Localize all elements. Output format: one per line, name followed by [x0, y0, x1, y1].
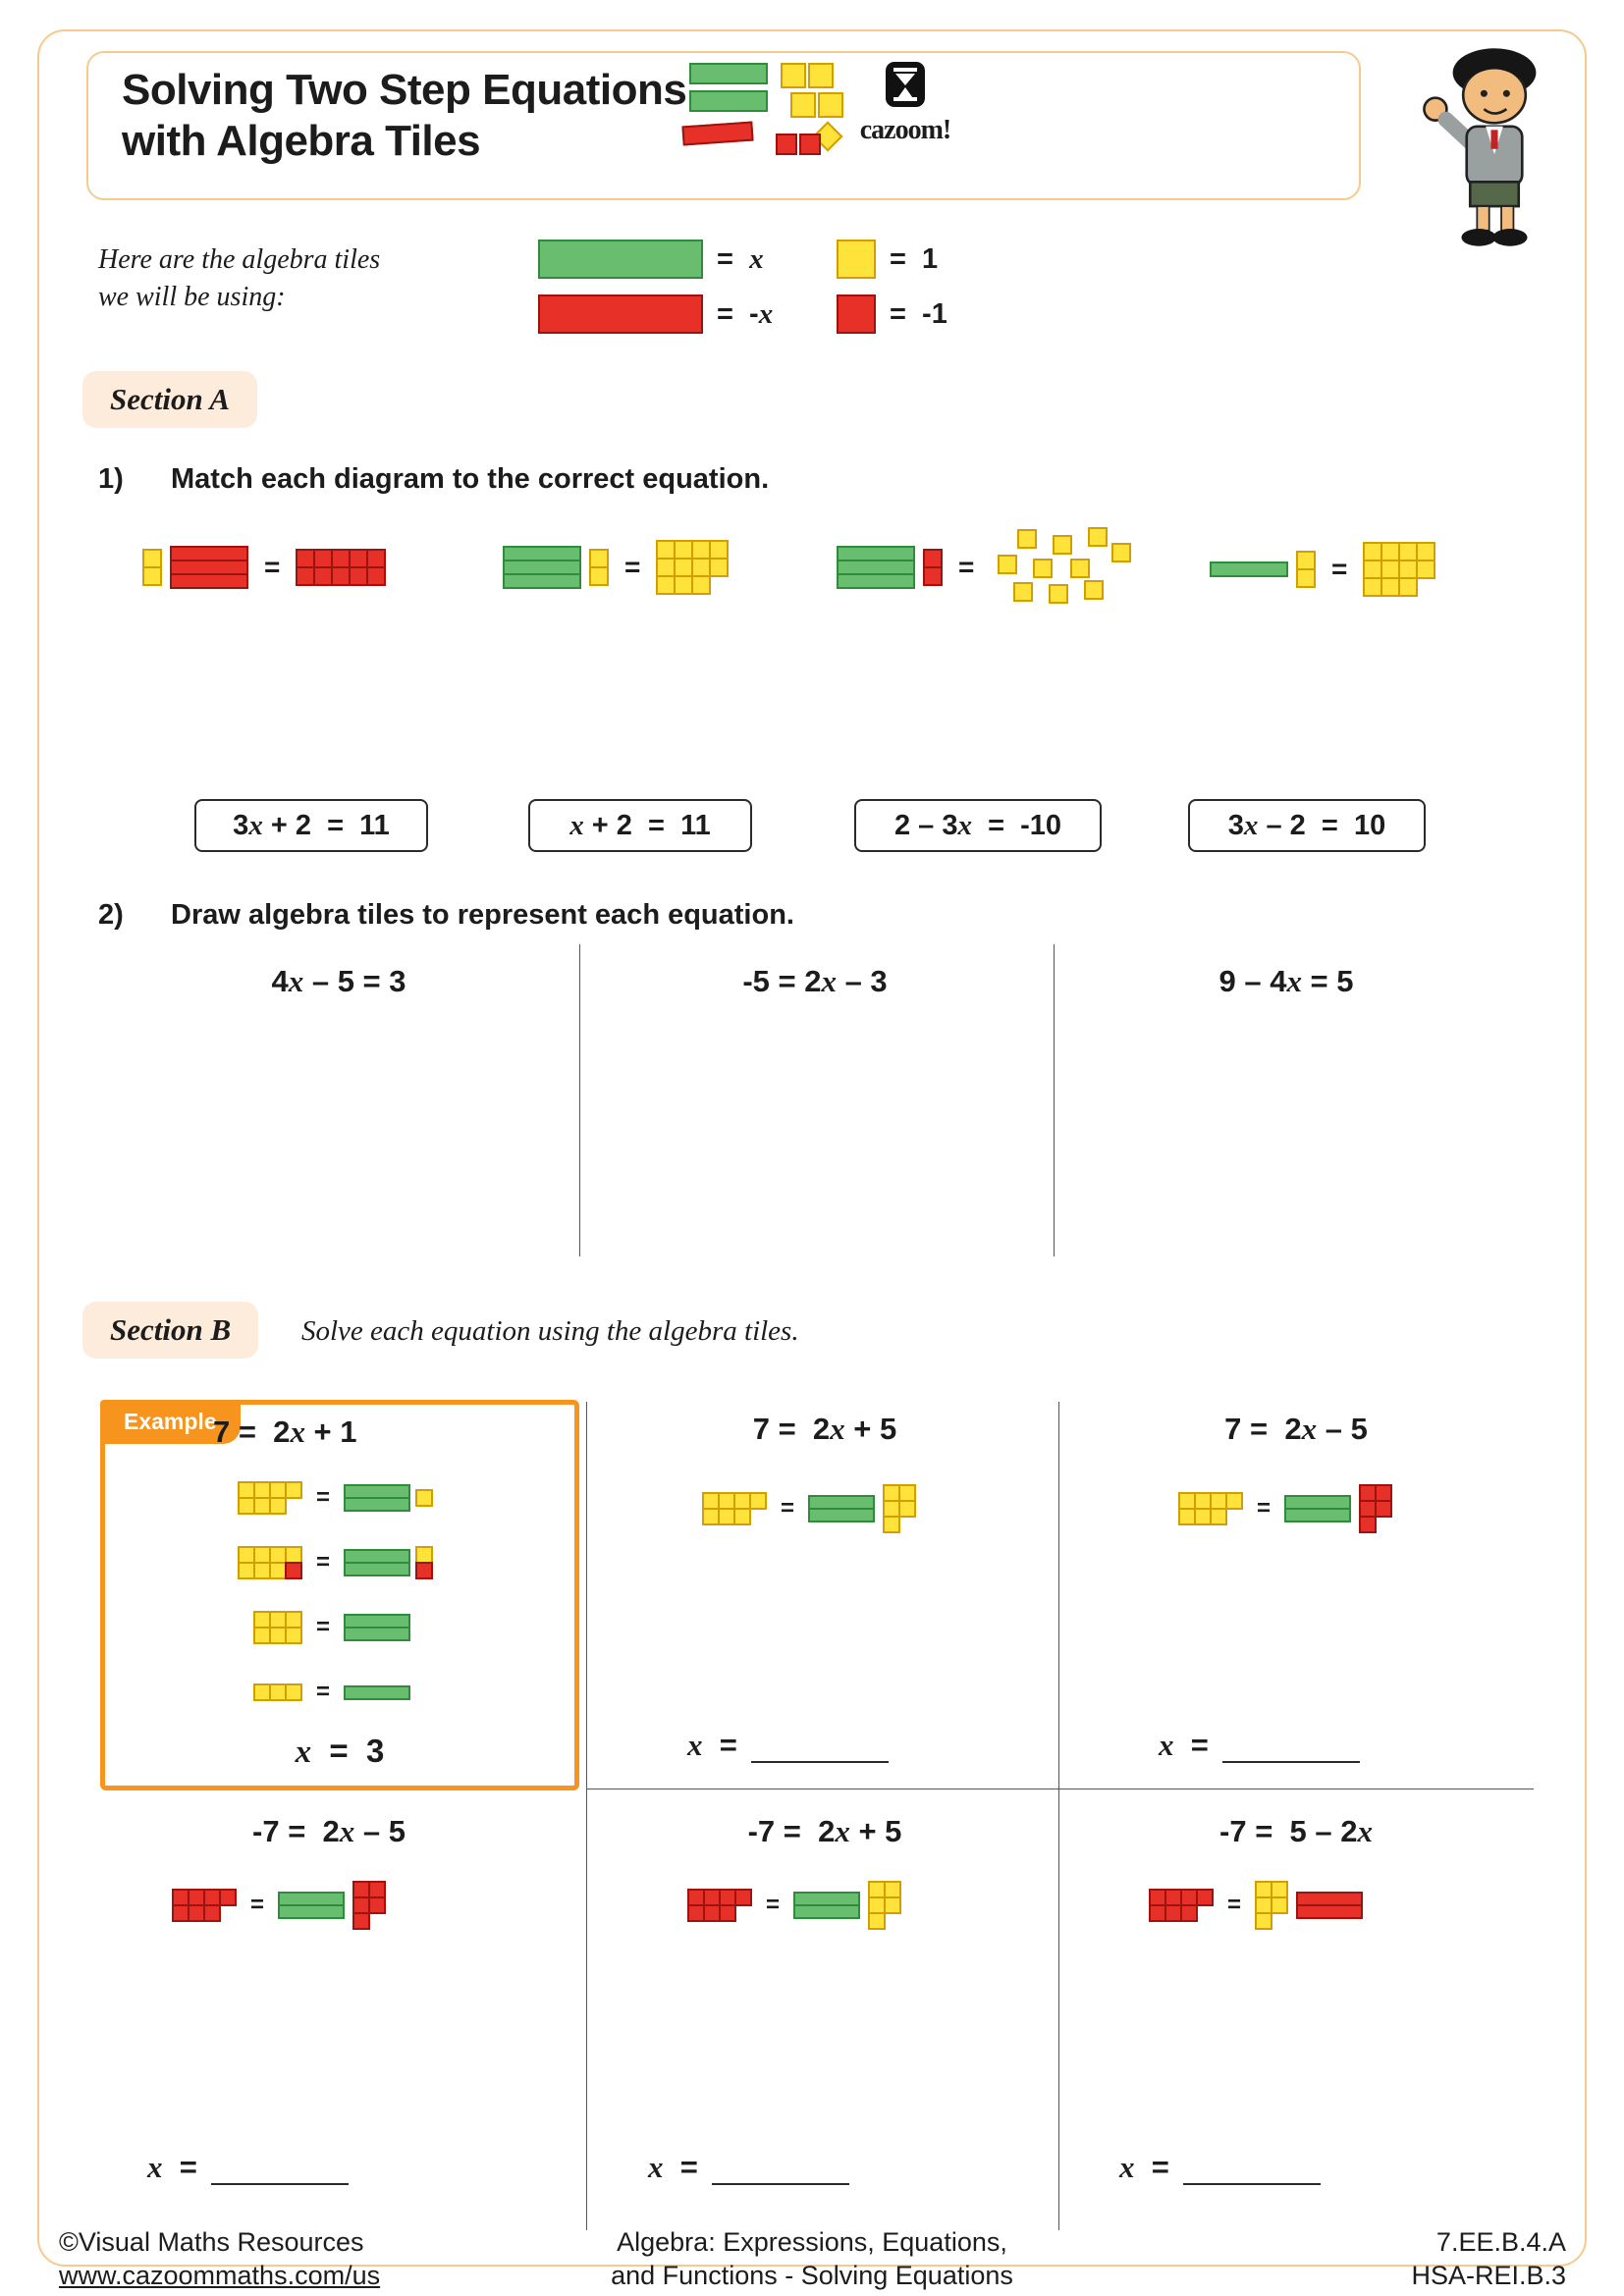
algebra-tile-diagram: [344, 1484, 433, 1512]
yellow-unit-tile: [656, 540, 676, 560]
equation-text: 3x + 2 = 11: [233, 809, 390, 841]
red-unit-tile: [1196, 1889, 1214, 1906]
draw-equation-1: 4x – 5 = 3: [271, 964, 406, 998]
yellow-unit-tile: [1416, 560, 1435, 579]
equals-sign: =: [1331, 554, 1348, 584]
example-equation: 7 = 2x + 1: [213, 1415, 357, 1449]
yellow-unit-tile: [415, 1489, 433, 1507]
header: [86, 51, 1361, 200]
key-yellow-square-tile: [837, 240, 876, 279]
yellow-unit-tile: [1017, 529, 1037, 549]
tile-square-grid: [1178, 1492, 1243, 1525]
draw-equation-3: 9 – 4x = 5: [1218, 964, 1354, 998]
tile-square-grid: [1363, 542, 1435, 597]
answer-label: x =: [147, 2150, 197, 2184]
key-red-bar-tile: [538, 294, 703, 334]
problem-equation: -7 = 2x – 5: [252, 1814, 406, 1848]
answer-line: [1159, 1728, 1360, 1763]
equals-sign: =: [316, 1679, 331, 1705]
tile-square-grid: [296, 549, 386, 586]
yellow-unit-tile: [1271, 1896, 1288, 1914]
yellow-unit-tile: [709, 540, 729, 560]
decor-green-bar-icon: [689, 63, 768, 84]
green-bar-tile: [793, 1904, 860, 1919]
tile-bar-stack: [1296, 1892, 1363, 1919]
yellow-unit-tile: [1380, 577, 1400, 597]
mascot-boy: [1406, 43, 1583, 251]
equals-sign: =: [766, 1892, 781, 1918]
tile-scatter: [990, 527, 1137, 608]
tile-bar-stack: [344, 1685, 410, 1700]
tile-bar-stack: [503, 546, 581, 589]
key-intro-line2: we will be using:: [98, 281, 286, 312]
yellow-unit-tile: [656, 575, 676, 595]
algebra-tile-diagram: [180, 1481, 302, 1515]
yellow-unit-tile: [1255, 1912, 1272, 1930]
yellow-unit-tile: [749, 1492, 767, 1510]
tile-square-grid: [172, 1889, 237, 1922]
yellow-unit-tile: [285, 1481, 302, 1499]
yellow-unit-tile: [1070, 559, 1090, 578]
red-unit-tile: [923, 566, 943, 586]
answer-blank: [1222, 1730, 1360, 1763]
equals-sign: =: [958, 552, 975, 582]
yellow-unit-tile: [1053, 535, 1072, 555]
draw-equation-2: -5 = 2x – 3: [742, 964, 888, 998]
answer-line: [147, 2150, 349, 2185]
red-unit-tile: [366, 566, 386, 586]
tile-bar-stack: [1210, 561, 1288, 577]
red-unit-tile: [349, 566, 368, 586]
yellow-unit-tile: [674, 575, 693, 595]
yellow-unit-tile: [589, 549, 609, 568]
red-unit-tile: [368, 1896, 386, 1914]
column-divider: [1058, 1402, 1059, 2230]
yellow-unit-tile: [709, 558, 729, 577]
footer-standard-1: 7.EE.B.4.A: [1435, 2227, 1566, 2257]
equation-box-2: [528, 799, 752, 852]
yellow-unit-tile: [674, 558, 693, 577]
tile-bar-stack: [278, 1892, 345, 1919]
equals-sign: =: [250, 1892, 265, 1918]
section-b-label: Section B: [82, 1302, 258, 1359]
footer-standard-2: HSA-REI.B.3: [1411, 2260, 1566, 2290]
tile-bar-stack: [344, 1549, 410, 1576]
key-red-square-label: = -1: [890, 298, 947, 330]
yellow-unit-tile: [1111, 543, 1131, 562]
red-unit-tile: [1359, 1516, 1377, 1533]
match-diagram-4: [1210, 542, 1435, 597]
footer-url-link[interactable]: www.cazoommaths.com/us: [59, 2260, 381, 2290]
problem-equation: 7 = 2x + 5: [752, 1412, 897, 1446]
red-unit-tile: [313, 566, 333, 586]
yellow-unit-tile: [1013, 582, 1033, 602]
example-step: [180, 1466, 433, 1530]
column-divider: [1054, 944, 1055, 1256]
page-border: [37, 29, 1587, 2267]
tile-bar-stack: [837, 546, 915, 589]
tile-square-grid: [883, 1484, 916, 1533]
equals-sign: =: [316, 1549, 331, 1575]
example-step: [180, 1530, 433, 1595]
yellow-unit-tile: [142, 549, 162, 568]
yellow-unit-tile: [1398, 542, 1418, 561]
match-diagram-3: [837, 527, 1137, 608]
key-red-square-tile: [837, 294, 876, 334]
red-unit-tile: [1375, 1500, 1392, 1518]
yellow-unit-tile: [674, 540, 693, 560]
tile-square-grid: [238, 1546, 302, 1579]
tile-bar-stack: [344, 1484, 410, 1512]
answer-blank: [1183, 2152, 1321, 2185]
footer-left: [59, 2226, 380, 2293]
yellow-unit-tile: [691, 558, 711, 577]
problem-equation: -7 = 2x + 5: [747, 1814, 902, 1848]
decor-green-bar-icon: [689, 90, 768, 112]
decor-yellow-square-icon: [781, 63, 806, 88]
tile-square-grid: [656, 540, 729, 595]
equals-sign: =: [624, 552, 641, 582]
cazoom-logo-text: cazoom!: [859, 115, 951, 145]
answer-blank: [751, 1730, 889, 1763]
tile-square-grid: [1255, 1881, 1288, 1930]
answer-label: x =: [648, 2150, 698, 2184]
red-unit-tile: [1180, 1904, 1198, 1922]
red-unit-tile: [331, 566, 351, 586]
green-bar-tile: [344, 1562, 410, 1576]
equation-box-3: [854, 799, 1102, 852]
yellow-unit-tile: [1363, 560, 1382, 579]
decor-yellow-square-icon: [818, 92, 843, 118]
yellow-unit-tile: [733, 1508, 751, 1525]
green-bar-tile: [837, 573, 915, 589]
algebra-tile-diagram: [172, 1881, 386, 1930]
green-bar-tile: [278, 1904, 345, 1919]
yellow-unit-tile: [589, 566, 609, 586]
yellow-unit-tile: [691, 540, 711, 560]
green-bar-tile: [1210, 561, 1288, 577]
footer-right: [1267, 2226, 1566, 2293]
page-title: [122, 65, 686, 167]
yellow-unit-tile: [1363, 542, 1382, 561]
example-answer: x = 3: [295, 1733, 385, 1770]
key-yellow-label: = 1: [890, 243, 939, 275]
footer-subject-line2: and Functions - Solving Equations: [611, 2260, 1013, 2290]
answer-label: x =: [1159, 1728, 1209, 1762]
yellow-unit-tile: [1088, 527, 1108, 547]
question-1-number: 1): [98, 463, 124, 495]
algebra-tile-diagram: [344, 1546, 433, 1579]
decor-red-bar-icon: [681, 122, 753, 146]
algebra-tile-diagram: [344, 1685, 410, 1700]
equals-sign: =: [781, 1495, 795, 1522]
yellow-unit-tile: [1398, 577, 1418, 597]
answer-label: x =: [687, 1728, 737, 1762]
equation-text: x + 2 = 11: [569, 809, 711, 841]
algebra-tile-diagram: [180, 1611, 302, 1644]
yellow-unit-tile: [656, 558, 676, 577]
equation-box-4: [1188, 799, 1426, 852]
equals-sign: =: [316, 1614, 331, 1640]
example-box: [100, 1400, 579, 1790]
tile-bar-stack: [793, 1892, 860, 1919]
equals-sign: =: [1257, 1495, 1272, 1522]
key-intro-line1: Here are the algebra tiles: [98, 244, 381, 275]
tile-square-grid: [415, 1489, 433, 1507]
green-bar-tile: [344, 1685, 410, 1700]
tile-square-grid: [253, 1611, 302, 1644]
algebra-tile-diagram: [180, 1683, 302, 1701]
tile-square-grid: [238, 1481, 302, 1515]
red-unit-tile: [349, 549, 368, 568]
tile-bar-stack: [170, 546, 248, 589]
tile-square-grid: [702, 1492, 767, 1525]
equation-box-1: [194, 799, 428, 852]
equals-sign: =: [264, 552, 281, 582]
tile-square-grid: [1359, 1484, 1392, 1533]
problem-equation: 7 = 2x – 5: [1224, 1412, 1368, 1446]
key-green-label: = x: [717, 243, 764, 275]
yellow-unit-tile: [142, 566, 162, 586]
red-unit-tile: [331, 549, 351, 568]
red-unit-tile: [734, 1889, 752, 1906]
page-title-line1: Solving Two Step Equations: [122, 66, 687, 114]
decor-red-square-icon: [799, 133, 821, 155]
algebra-tile-diagram: [1178, 1484, 1392, 1533]
yellow-unit-tile: [285, 1683, 302, 1701]
red-unit-tile: [296, 566, 315, 586]
footer-copyright: ©Visual Maths Resources: [59, 2227, 364, 2257]
example-tab: Example: [100, 1400, 241, 1444]
yellow-unit-tile: [1398, 560, 1418, 579]
section-a-label: Section A: [82, 371, 257, 428]
red-unit-tile: [285, 1562, 302, 1579]
example-step: [180, 1660, 433, 1725]
yellow-unit-tile: [691, 575, 711, 595]
yellow-unit-tile: [1416, 542, 1435, 561]
green-bar-tile: [503, 573, 581, 589]
match-diagram-2: [503, 540, 729, 595]
cazoom-logo-icon: [885, 61, 926, 108]
tile-square-grid: [415, 1546, 433, 1579]
red-bar-tile: [170, 573, 248, 589]
problem-equation: -7 = 5 – 2x: [1219, 1814, 1373, 1848]
decor-yellow-square-icon: [808, 63, 834, 88]
yellow-unit-tile: [1210, 1508, 1227, 1525]
question-2-number: 2): [98, 899, 124, 931]
green-bar-tile: [344, 1497, 410, 1512]
algebra-tile-diagram: [1149, 1881, 1363, 1930]
tile-square-grid: [687, 1889, 752, 1922]
answer-line: [1119, 2150, 1321, 2185]
match-diagram-1: [142, 546, 386, 589]
red-unit-tile: [296, 549, 315, 568]
question-1-prompt: Match each diagram to the correct equation.: [171, 463, 770, 495]
answer-label: x =: [1119, 2150, 1169, 2184]
yellow-unit-tile: [1380, 542, 1400, 561]
example-step: [180, 1595, 433, 1660]
section-b-prompt: Solve each equation using the algebra tiles.: [301, 1315, 799, 1347]
equation-text: 3x – 2 = 10: [1227, 809, 1386, 841]
red-unit-tile: [366, 549, 386, 568]
column-divider: [579, 944, 580, 1256]
decor-red-square-icon: [776, 133, 797, 155]
red-unit-tile: [352, 1912, 370, 1930]
red-unit-tile: [203, 1904, 221, 1922]
yellow-unit-tile: [269, 1497, 287, 1515]
red-unit-tile: [313, 549, 333, 568]
answer-blank: [712, 2152, 849, 2185]
tile-bar-stack: [808, 1495, 875, 1522]
footer-center: [488, 2226, 1136, 2293]
cazoom-logo: [846, 61, 964, 146]
red-unit-tile: [415, 1562, 433, 1579]
tile-square-grid: [589, 549, 609, 586]
yellow-unit-tile: [285, 1627, 302, 1644]
key-intro-text: [98, 241, 380, 316]
tile-square-grid: [923, 549, 943, 586]
answer-line: [648, 2150, 849, 2185]
column-divider: [586, 1402, 587, 2230]
yellow-unit-tile: [883, 1516, 900, 1533]
algebra-tile-diagram: [687, 1881, 901, 1930]
page-title-line2: with Algebra Tiles: [122, 116, 481, 165]
green-bar-tile: [808, 1508, 875, 1522]
tile-bar-stack: [1284, 1495, 1351, 1522]
algebra-tile-diagram: [344, 1614, 410, 1641]
equation-text: 2 – 3x = -10: [893, 809, 1062, 841]
yellow-unit-tile: [1296, 551, 1316, 570]
yellow-unit-tile: [1033, 559, 1053, 578]
algebra-tile-diagram: [180, 1546, 302, 1579]
yellow-unit-tile: [1049, 584, 1068, 604]
tile-square-grid: [1149, 1889, 1214, 1922]
red-unit-tile: [719, 1904, 736, 1922]
question-2-prompt: Draw algebra tiles to represent each equation.: [171, 899, 794, 931]
answer-line: [687, 1728, 889, 1763]
yellow-unit-tile: [868, 1912, 886, 1930]
tile-square-grid: [352, 1881, 386, 1930]
key-red-bar-label: = -x: [717, 298, 774, 330]
answer-blank: [211, 2152, 349, 2185]
tile-square-grid: [253, 1683, 302, 1701]
tile-square-grid: [1296, 551, 1316, 588]
example-steps: [180, 1466, 433, 1725]
equals-sign: =: [316, 1484, 331, 1511]
green-bar-tile: [344, 1627, 410, 1641]
yellow-unit-tile: [1363, 577, 1382, 597]
equals-sign: =: [1227, 1892, 1242, 1918]
yellow-unit-tile: [1225, 1492, 1243, 1510]
key-green-bar-tile: [538, 240, 703, 279]
green-bar-tile: [1284, 1508, 1351, 1522]
yellow-unit-tile: [898, 1500, 916, 1518]
decor-yellow-square-icon: [790, 92, 816, 118]
yellow-unit-tile: [1296, 568, 1316, 588]
footer-subject-line1: Algebra: Expressions, Equations,: [617, 2227, 1007, 2257]
red-bar-tile: [1296, 1904, 1363, 1919]
red-unit-tile: [923, 549, 943, 568]
yellow-unit-tile: [884, 1896, 901, 1914]
yellow-unit-tile: [1380, 560, 1400, 579]
yellow-unit-tile: [1084, 580, 1104, 600]
tile-square-grid: [142, 549, 162, 586]
algebra-tile-diagram: [702, 1484, 916, 1533]
tile-bar-stack: [344, 1614, 410, 1641]
yellow-unit-tile: [998, 555, 1017, 574]
tile-square-grid: [868, 1881, 901, 1930]
red-unit-tile: [219, 1889, 237, 1906]
